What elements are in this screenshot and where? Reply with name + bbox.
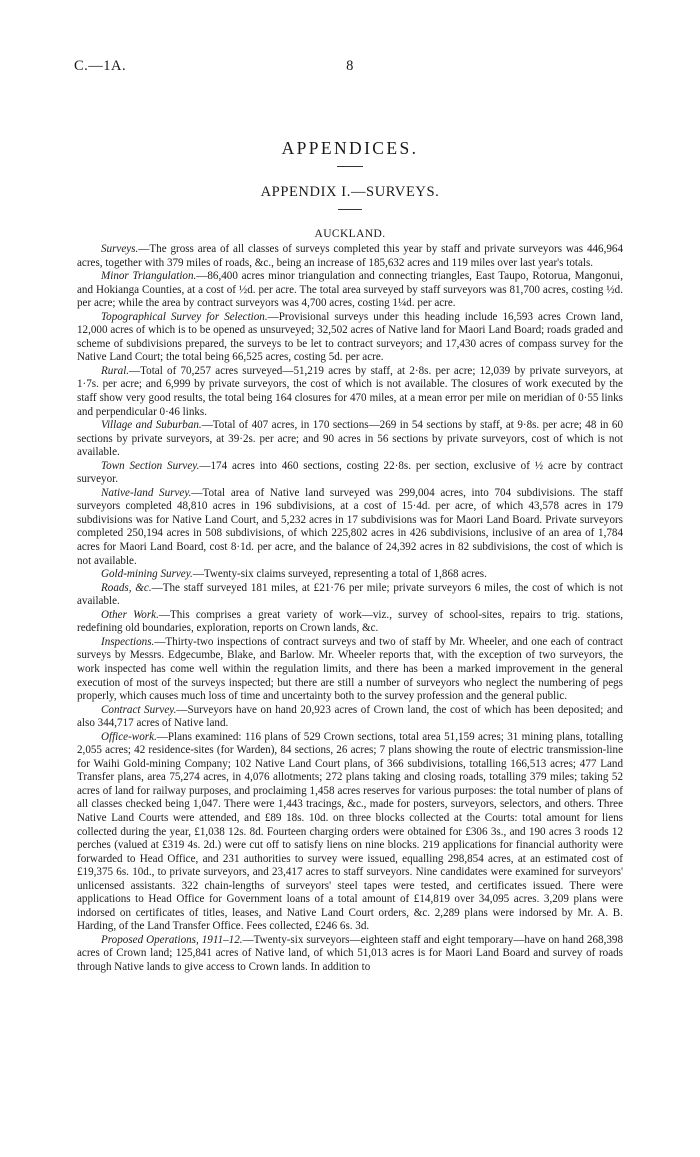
paragraph-other-work <box>77 609 623 636</box>
paragraph-text: —Twenty-six claims surveyed, representing a total of 1,868 acres. <box>192 568 487 581</box>
title-rule <box>337 166 363 167</box>
paragraph-text: —Total of 407 acres, in 170 sections—269 in 54 sections by staff, at 9·8s. per acre; 48 in 60 sections by private surveyors, at 39·2s. per acre; and 90 acres in 56 sections by private surveyors, cost of which is not available. <box>77 419 624 459</box>
paragraph-heading: Gold-mining Survey. <box>101 568 193 581</box>
paragraph-heading: Village and Suburban. <box>101 419 202 432</box>
paragraph-text: —Twenty-six surveyors—eighteen staff and eight temporary—have on hand 268,398 acres of Crown land; 125,841 acres of Native land, of which 51,013 acres is for Maori Land Board and survey of roads through Native lands to give access to Crown lands. In addition to <box>77 933 623 973</box>
paragraph-heading: Roads, &c. <box>101 581 152 594</box>
paragraph-heading: Inspections. <box>101 635 155 648</box>
paragraph-heading: Proposed Operations, 1911–12. <box>101 933 243 946</box>
paragraph-heading: Contract Survey. <box>101 703 177 716</box>
paragraph-text: —Surveyors have on hand 20,923 acres of Crown land, the cost of which has been deposited; and also 344,717 acres of Native land. <box>77 703 623 730</box>
paragraph-text: —Total area of Native land surveyed was 299,004 acres, into 704 subdivisions. The staff surveyors completed 48,810 acres in 196 subdivisions, at a cost of 15·4d. per acre, of which 43,578 acres in 179 subdivisions was for Native Land Court, and 5,232 acres in 17 subdivisions was for Maori Land Board. Private surveyors completed 250,194 acres in 508 subdivisions, of which 225,802 acres in 426 subdivisions, inclusive of an area of 1,784 acres for Maori Land Board, cost 8·1d. per acre, and the balance of 24,392 acres in 82 subdivisions, the cost of which is not available. <box>77 486 623 567</box>
paragraph-minor-triangulation <box>77 270 623 311</box>
paragraph-heading: Other Work. <box>101 608 159 621</box>
document-reference: C.—1A. <box>74 58 127 74</box>
paragraph-text: —The gross area of all classes of surveys completed this year by staff and private surveyors was 446,964 acres, together with 379 miles of roads, &c., being an increase of 185,632 acres and 119 miles over last year's totals. <box>77 243 623 269</box>
paragraph-text: —86,400 acres minor triangulation and connecting triangles, East Taupo, Rotorua, Mangonui, and Hokianga Counties, at a cost of ½d. per acre. The total area surveyed by staff surveyors was 81,700 acres, costing ½d. per acre; while the area by contract surveyors was 4,700 acres, costing 1¼d. per acre. <box>77 270 623 310</box>
appendix-title: APPENDIX I.—SURVEYS. <box>260 184 440 200</box>
paragraph-roads <box>77 582 623 609</box>
paragraph-heading: Rural. <box>101 364 130 377</box>
paragraph-heading: Topographical Survey for Selection. <box>101 310 268 323</box>
paragraph-text: —This comprises a great variety of work—viz., survey of school-sites, repairs to trig. stations, redefining old boundaries, exploration, reports on Crown lands, &c. <box>77 608 623 635</box>
subtitle-rule <box>338 209 362 210</box>
page-title: APPENDICES. <box>281 138 419 158</box>
paragraph-heading: Minor Triangulation. <box>101 270 197 283</box>
paragraph-heading: Town Section Survey. <box>101 459 200 472</box>
paragraph-village-suburban <box>77 419 623 460</box>
paragraph-inspections <box>77 636 623 704</box>
paragraph-native-land <box>77 487 623 568</box>
paragraph-heading: Surveys. <box>101 243 139 255</box>
body-text <box>77 243 623 975</box>
paragraph-office-work <box>77 731 623 934</box>
paragraph-text: —Total of 70,257 acres surveyed—51,219 acres by staff, at 2·8s. per acre; 12,039 by private surveyors, at 1·7s. per acre; and 6,999 by private surveyors, the cost of which is not available. The closures of work executed by the staff show very good results, the total being 164 closures for 470 miles, at a mean error per mile on meridian of 0·55 links and perpendicular 0·46 links. <box>77 364 623 418</box>
page-number: 8 <box>346 58 354 74</box>
paragraph-heading: Office-work. <box>101 730 157 743</box>
section-heading: AUCKLAND. <box>314 228 386 240</box>
paragraph-contract-survey <box>77 704 623 731</box>
paragraph-rural <box>77 365 623 419</box>
paragraph-heading: Native-land Survey. <box>101 486 192 499</box>
paragraph-proposed-operations <box>77 934 623 975</box>
page-header <box>74 58 626 78</box>
paragraph-text: —Thirty-two inspections of contract surveys and two of staff by Mr. Wheeler, and one each of contract surveys by Messrs. Edgecumbe, Blake, and Barlow. Mr. Wheeler reports that, with the exception of two surveyors, the work inspected has come well within the regulation limits, and there has been a marked improvement in the general execution of most of the surveys inspected; but there are still a number of surveyors who neglect the numbering of pegs properly, which causes much loss of time and uncertainty both to the survey profession and the general public. <box>77 635 623 703</box>
paragraph-text: —Plans examined: 116 plans of 529 Crown sections, total area 51,159 acres; 31 mining plans, totalling 2,055 acres; 42 residence-sites (for Warden), 84 sections, 26 acres; 7 plans showing the route of electric transmission-line for Waihi Gold-mining Company; 102 Native Land Court plans, of 366 subdivisions, totalling 166,513 acres; 477 Land Transfer plans, area 75,274 acres, in 4,076 allotments; 272 plans taking and closing roads, totalling 379 miles; taking 52 acres of land for railway purposes, and proclaiming 1,458 acres reserves for various purposes: the total number of plans of all classes checked being 1,047. There were 1,443 tracings, &c., made for posters, surveyors, selectors, and others. Three Native Land Courts were attended, and £89 18s. 10d. on three blocks collected at the Courts: total amount for liens collected during the year, £1,038 12s. 8d. Fourteen charging orders were obtained for £306 3s., and 190 acres 3 roods 12 perches (valued at £319 4s. 2d.) were cut off to satisfy liens on nine blocks. 219 applications for financial authority were forwarded to Head Office, and 231 authorities to survey were issued, equalling 298,854 acres, at an estimated cost of £19,375 6s. 10d., to private surveyors, and 23,417 acres to staff surveyors. Nine candidates were examined for surveyors' unlicensed assistants. 322 chain-lengths of surveyors' steel tapes were tested, and certificates issued. There were applications to Head Office for Government loans of a total amount of £14,819 over 34,095 acres. 3,209 plans were indorsed on certificates of titles, leases, and Native Land Court orders, &c. 2,289 plans were indorsed by Mr. A. B. Harding, of the Land Transfer Office. Fees collected, £246 6s. 3d. <box>77 730 623 933</box>
paragraph-topographical-survey <box>77 311 623 365</box>
paragraph-surveys <box>77 243 623 270</box>
paragraph-text: —The staff surveyed 181 miles, at £21·76 per mile; private surveyors 6 miles, the cost of which is not available. <box>77 581 624 608</box>
paragraph-text: —174 acres into 460 sections, costing 22·8s. per section, exclusive of ½ acre by contract surveyor. <box>77 459 623 486</box>
paragraph-town-section <box>77 460 623 487</box>
paragraph-text: —Provisional surveys under this heading include 16,593 acres Crown land, 12,000 acres of which is to be opened as unsurveyed; 32,502 acres of Native land for Maori Land Board; roads graded and scheme of subdivisions prepared, the surveys to be let to contract surveyors; and 17,430 acres of compass survey for the Native Land Court; the total being 66,525 acres, costing 5d. per acre. <box>77 310 623 364</box>
paragraph-gold-mining <box>77 568 623 582</box>
